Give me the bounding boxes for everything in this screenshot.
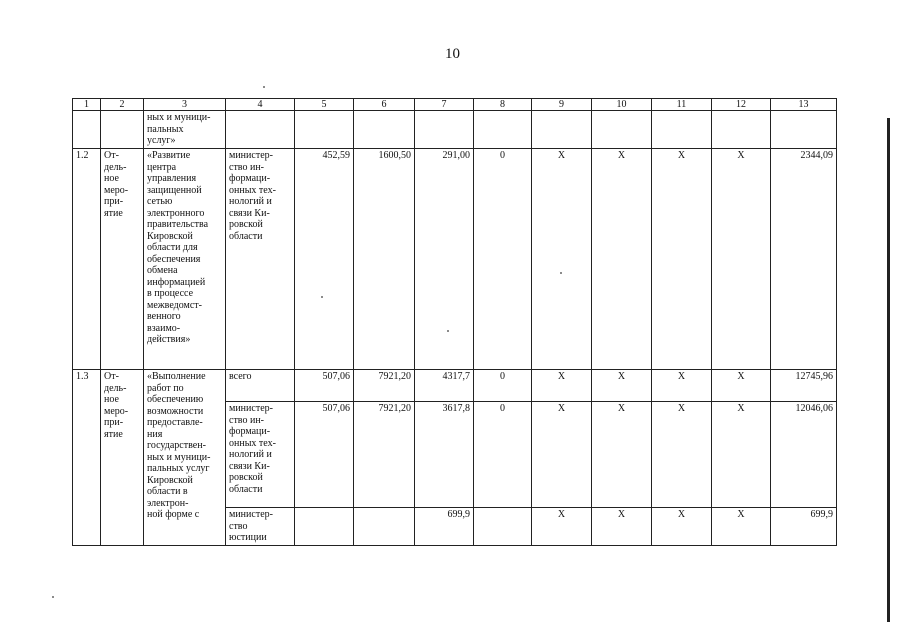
col-header: 4: [226, 99, 295, 111]
cell-c5: [295, 508, 354, 546]
row-number: 1.3: [73, 370, 101, 546]
cell-c9: X: [532, 402, 592, 508]
col-header: 10: [592, 99, 652, 111]
cell-c8: 0: [474, 370, 532, 402]
page-number: 10: [445, 46, 460, 62]
row-type-text: От- дель- ное меро- при- ятие: [104, 150, 129, 219]
cell-c13: 12745,96: [771, 370, 837, 402]
table-row-continuation: [73, 111, 837, 149]
cell-c5: 452,59: [295, 149, 354, 370]
cell-num: [73, 111, 101, 149]
cell-c13: 2344,09: [771, 149, 837, 370]
cell-c8: [474, 508, 532, 546]
row-name: [144, 370, 226, 546]
row-executor-text: министер- ство ин- формаци- онных тех- нологий и связи Ки- ровской области: [229, 150, 276, 242]
table-row-1-3-total: [73, 370, 837, 402]
cell-c9: [532, 111, 592, 149]
cell-c8: [474, 111, 532, 149]
cell-c10: X: [592, 402, 652, 508]
cell-c5: 507,06: [295, 370, 354, 402]
row-executor-text: министер- ство юстиции: [229, 509, 273, 543]
row-executor-text: всего: [229, 371, 252, 382]
row-executor: [226, 149, 295, 370]
continuation-name: ных и муници- пальных услуг»: [147, 112, 211, 146]
row-type: [101, 149, 144, 370]
cell-c12: X: [712, 149, 771, 370]
row-name-text: «Развитие центра управления защищенной сетью электронного правительства Кировской области для обеспечения обмена информацией в процессе межведомст- венного взаимо- действия»: [147, 150, 209, 345]
col-header: 11: [652, 99, 712, 111]
cell-exec: [226, 111, 295, 149]
cell-c12: [712, 111, 771, 149]
cell-c10: X: [592, 508, 652, 546]
cell-c11: [652, 111, 712, 149]
cell-c6: [354, 508, 415, 546]
cell-c13: 699,9: [771, 508, 837, 546]
scan-speck: [52, 596, 54, 598]
cell-c11: X: [652, 149, 712, 370]
row-number: 1.2: [73, 149, 101, 370]
row-executor: [226, 402, 295, 508]
table-row-1-2: [73, 149, 837, 370]
cell-c7: 3617,8: [415, 402, 474, 508]
cell-c5: [295, 111, 354, 149]
cell-type: [101, 111, 144, 149]
cell-c13: 12046,06: [771, 402, 837, 508]
row-type: [101, 370, 144, 546]
cell-c7: 699,9: [415, 508, 474, 546]
row-executor: [226, 508, 295, 546]
cell-c8: 0: [474, 149, 532, 370]
cell-c7: [415, 111, 474, 149]
col-header: 5: [295, 99, 354, 111]
cell-c7: 4317,7: [415, 370, 474, 402]
cell-c10: X: [592, 370, 652, 402]
cell-name: [144, 111, 226, 149]
cell-c9: X: [532, 508, 592, 546]
cell-c5: 507,06: [295, 402, 354, 508]
cell-c10: X: [592, 149, 652, 370]
cell-c6: 7921,20: [354, 402, 415, 508]
cell-c8: 0: [474, 402, 532, 508]
scan-edge-line: [887, 118, 890, 622]
scan-speck: [263, 86, 265, 88]
cell-c9: X: [532, 370, 592, 402]
header-row: [73, 99, 837, 111]
col-header: 8: [474, 99, 532, 111]
row-name: [144, 149, 226, 370]
cell-c11: X: [652, 370, 712, 402]
cell-c10: [592, 111, 652, 149]
data-table: [72, 98, 837, 546]
cell-c13: [771, 111, 837, 149]
cell-c12: X: [712, 508, 771, 546]
cell-c6: 7921,20: [354, 370, 415, 402]
col-header: 2: [101, 99, 144, 111]
row-executor-text: министер- ство ин- формаци- онных тех- нологий и связи Ки- ровской области: [229, 403, 276, 495]
cell-c12: X: [712, 370, 771, 402]
cell-c11: X: [652, 402, 712, 508]
cell-c9: X: [532, 149, 592, 370]
col-header: 13: [771, 99, 837, 111]
col-header: 9: [532, 99, 592, 111]
cell-c12: X: [712, 402, 771, 508]
col-header: 6: [354, 99, 415, 111]
row-executor: [226, 370, 295, 402]
cell-c7: 291,00: [415, 149, 474, 370]
col-header: 12: [712, 99, 771, 111]
col-header: 3: [144, 99, 226, 111]
row-name-text: «Выполнение работ по обеспечению возможности предоставле- ния государствен- ных и муници- пальных услуг Кировской области в электрон- ной форме с: [147, 371, 211, 520]
cell-c6: [354, 111, 415, 149]
col-header: 1: [73, 99, 101, 111]
cell-c11: X: [652, 508, 712, 546]
row-type-text: От- дель- ное меро- при- ятие: [104, 371, 129, 440]
col-header: 7: [415, 99, 474, 111]
cell-c6: 1600,50: [354, 149, 415, 370]
